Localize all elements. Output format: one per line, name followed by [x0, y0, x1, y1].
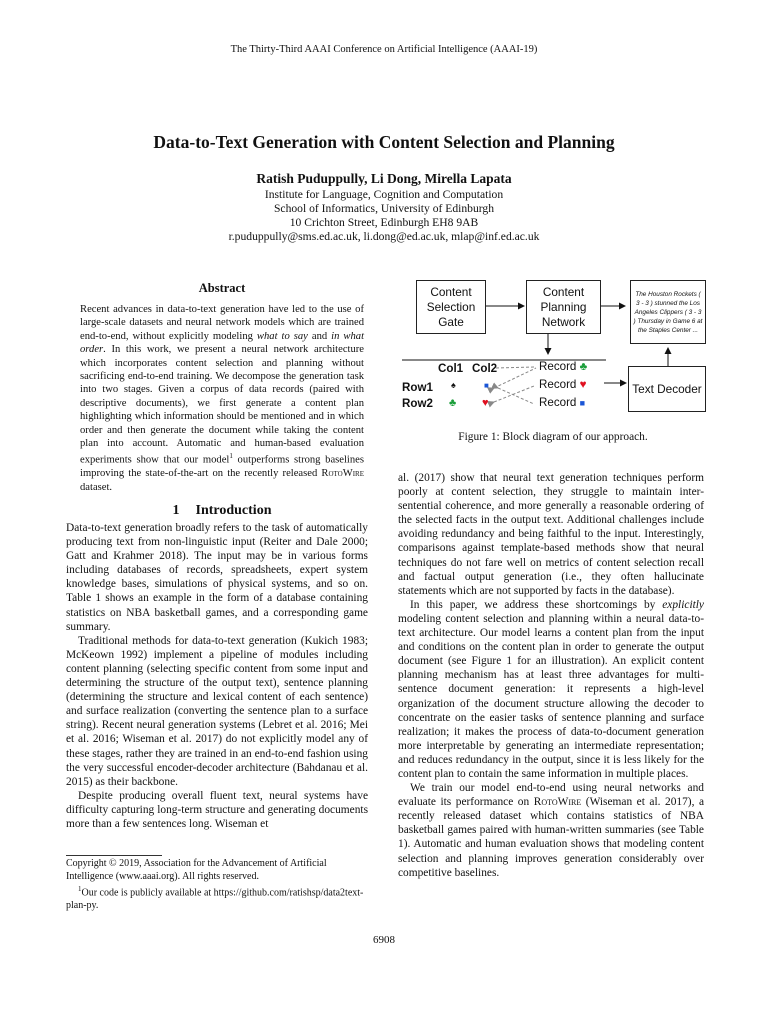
- left-column-body: [66, 521, 368, 831]
- paragraph: Despite producing overall fluent text, neural systems have difficulty capturing long-term structure and generating documents more than a few sentences long. Wiseman et: [66, 789, 368, 830]
- square-icon: ■: [579, 398, 586, 408]
- figure-caption: Figure 1: Block diagram of our approach.: [458, 431, 648, 443]
- heart-icon: ♥: [579, 378, 587, 391]
- footnote-ref: 1: [229, 452, 233, 461]
- paragraph: al. (2017) show that neural text generation techniques perform poorly at content selection, they struggle to maintain inter-sentential coherence, and more generally a reasonable ordering of the selected facts in the output text. Additional challenges include avoiding redundancy and being faithful to the input. Interestingly, comparisons against template-based methods show that neural techniques do not fare well on metrics of content selection recall and factual output generation (i.e., they often hallucinate statements which are not supported by facts in the database).: [398, 472, 704, 597]
- record-entry: Record ♥: [539, 378, 587, 391]
- heart-icon: ♥: [482, 397, 489, 409]
- section-heading-introduction: 1 Introduction: [172, 503, 272, 518]
- column-header: Col1: [438, 362, 464, 375]
- spade-icon: ♠: [451, 380, 456, 390]
- dashed-link: [494, 368, 536, 388]
- square-icon: ■: [484, 381, 489, 390]
- row-header: Row1: [402, 381, 433, 394]
- text-decoder-box: Text Decoder: [628, 366, 706, 412]
- author-list: Ratish Puduppully, Li Dong, Mirella Lapata: [256, 171, 512, 186]
- record-entry: Record ♣: [539, 360, 588, 373]
- record-entry: Record ■: [539, 396, 586, 409]
- paragraph: Data-to-text generation broadly refers to the task of automatically producing text from non-linguistic input (Reiter and Dale 2000; Gatt and Krahmer 2018). The input may be in various forms including databases of records, spreadsheets, expert system knowledge bases, simulations of physical systems, and so on. Table 1 shows an example in the form of a database containing statistics on NBA basketball games, and a corresponding game summary.: [66, 522, 368, 633]
- dashed-link: [496, 367, 536, 368]
- club-icon: ♣: [449, 397, 457, 409]
- footnotes: [66, 858, 372, 913]
- figure-block-diagram: [398, 276, 708, 424]
- affiliation-line: Institute for Language, Cognition and Computation: [264, 188, 504, 201]
- row-header: Row2: [402, 397, 433, 410]
- footnote: $^1$Our code is publicly available at https://github.com/ratishsp/data2text-plan-py.: [66, 885, 364, 912]
- paragraph: We train our model end-to-end using neural networks and evaluate its performance on RotoWire (Wiseman et al. 2017), a recently released dataset which contains statistics of NBA basketball games paired with human-written summaries (see Table 1). Automatic and human evaluation shows that modeling content selection and planning improves generation considerably over competitive baselines.: [398, 782, 704, 879]
- content-selection-gate-box: Content Selection Gate: [416, 280, 486, 334]
- paper-title: Data-to-Text Generation with Content Selection and Planning: [153, 132, 615, 152]
- abstract-heading: Abstract: [198, 281, 246, 295]
- content-planning-network-box: Content Planning Network: [526, 280, 601, 334]
- conference-header: The Thirty-Third AAAI Conference on Artificial Intelligence (AAAI-19): [230, 44, 538, 55]
- footnote-divider: [66, 855, 162, 856]
- club-icon: ♣: [579, 360, 588, 373]
- paragraph: Traditional methods for data-to-text generation (Kukich 1983; McKeown 1992) implement a pipeline of modules including content planning (selecting specific content from some input and determining the structure of the output text), sentence planning (determining the structure and lexical content of each sentence) and surface realization (converting the sentence plan to a surface string). Recent neural generation systems (Lebret et al. 2016; Mei et al. 2016; Wiseman et al. 2017) do not explicitly model any of these stages, rather they are trained in an end-to-end fashion using the very successful encoder-decoder architecture (Bahdanau et al. 2015) as their backbone.: [66, 634, 368, 788]
- abstract-body: Recent advances in data-to-text generation have led to the use of large-scale datasets and neural network models which are trained end-to-end, without explicitly modeling what to say and in what order. In this work, we present a neural network architecture which incorporates content selection and planning without sacrificing end-to-end training. We decompose the generation task into two stages. Given a corpus of data records (paired with descriptive documents), we first generate a content plan highlighting which information should be mentioned and in which order and then generate the document while taking the content plan into account. Automatic and human-based evaluation experiments show that our model$^1$ outperforms strong baselines improving the state-of-the-art on the recently released RotoWire dataset.: [80, 304, 365, 493]
- author-emails: r.puduppully@sms.ed.ac.uk, li.dong@ed.ac.uk, mlap@inf.ed.ac.uk: [228, 230, 540, 243]
- paragraph: In this paper, we address these shortcomings by explicitly modeling content selection and planning within a neural data-to-text architecture. Our model learns a content plan from the input and conditions on the content plan in order to generate the output document (see Figure 1 for an illustration). An explicit content planning mechanism has at least three advantages for multi-sentence document generation: it represents a high-level organization of the document structure allowing the decoder to concentrate on the easier tasks of sentence planning and surface realization; it makes the process of data-to-document generation more interpretable by generating an intermediate representation; and reduces redundancy in the output, since it is less likely for the content plan to contain the same information in multiple places.: [398, 598, 704, 780]
- copyright-notice: Copyright © 2019, Association for the Advancement of Artificial Intelligence (www.aaai.org). All rights reserved.: [66, 858, 327, 882]
- affiliation-line: 10 Crichton Street, Edinburgh EH8 9AB: [289, 216, 479, 229]
- right-column-body: [398, 471, 704, 880]
- column-header: Col2: [472, 362, 498, 375]
- output-text-snippet: The Houston Rockets ( 3 - 3 ) stunned the Los Angeles Clippers ( 3 - 3 ) Thursday in Game 6 at the Staples Center ...: [630, 280, 706, 344]
- affiliation-line: School of Informatics, University of Edinburgh: [273, 202, 495, 215]
- dashed-link: [498, 388, 534, 404]
- page-number: 6908: [373, 934, 395, 946]
